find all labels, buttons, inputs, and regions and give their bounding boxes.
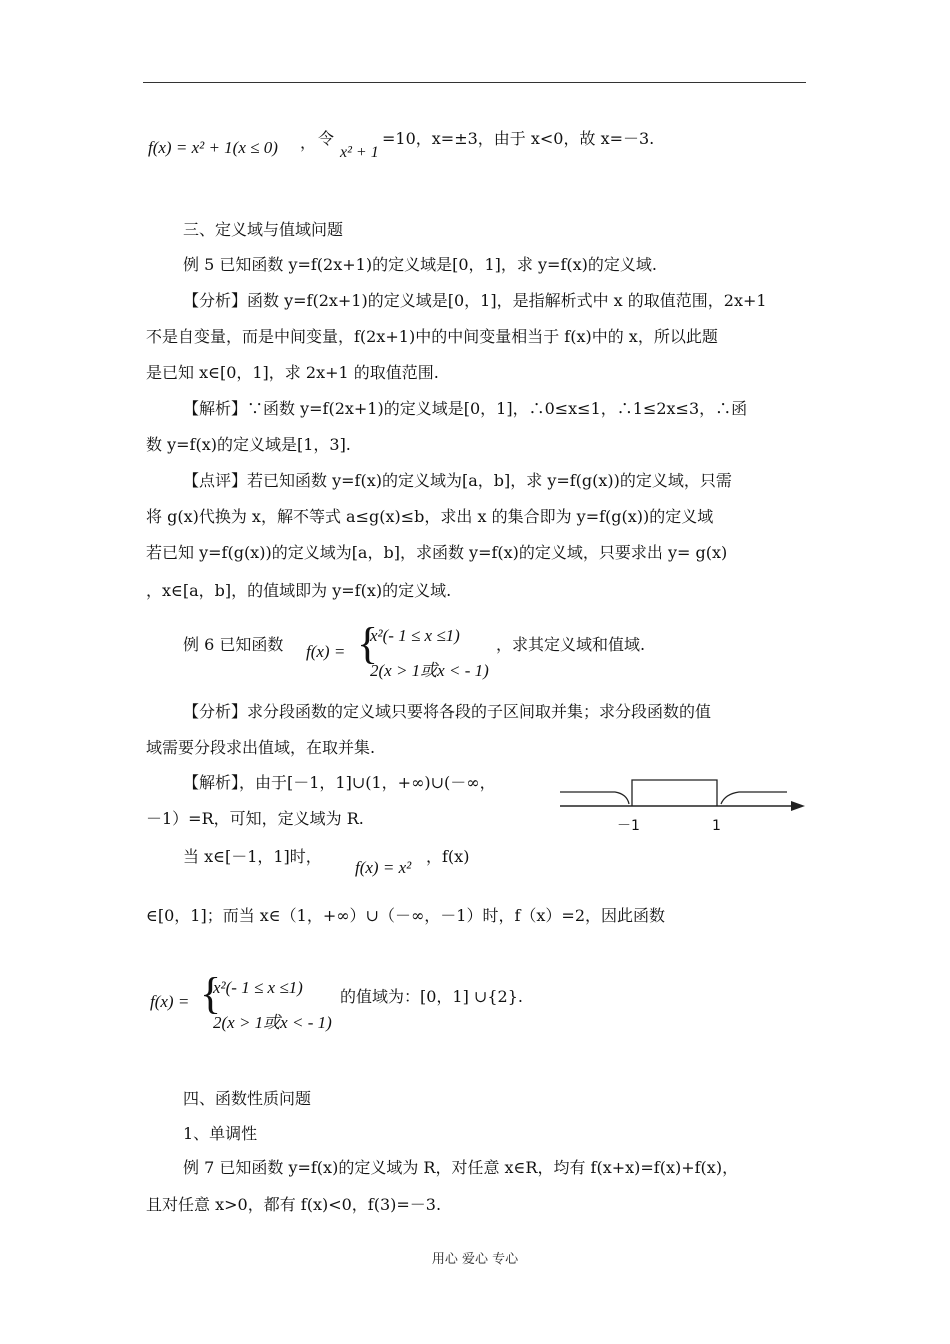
ex6-solution-2: －1）=R，可知，定义域为 R. bbox=[146, 809, 364, 828]
ex5-comment-1: 【点评】若已知函数 y=f(x)的定义域为[a，b]，求 y=f(g(x))的定义域，只需 bbox=[183, 471, 732, 490]
ex5-analysis-3: 是已知 x∈[0，1]，求 2x+1 的取值范围. bbox=[146, 363, 439, 382]
example-7-line-1: 例 7 已知函数 y=f(x)的定义域为 R，对任意 x∈R，均有 f(x+x)=f(x)+f(x)， bbox=[183, 1158, 739, 1177]
label-neg-one: －1 bbox=[617, 818, 640, 834]
ex6-case-2: 2(x > 1或x < - 1) bbox=[370, 661, 489, 680]
page-footer: 用心 爱心 专心 bbox=[431, 1252, 519, 1267]
right-ray-curve bbox=[721, 792, 787, 804]
header-rule bbox=[143, 82, 806, 83]
number-line-arrow bbox=[791, 801, 805, 811]
line1-ling: 令 bbox=[318, 129, 335, 148]
ex6-range-tail: 的值域为：[0，1] ∪{2}. bbox=[340, 987, 523, 1006]
ex6-lhs: f(x) = bbox=[306, 642, 346, 661]
ex6-range-case-2: 2(x > 1或x < - 1) bbox=[213, 1013, 332, 1032]
example-6-lead: 例 6 已知函数 bbox=[183, 635, 284, 654]
ex6-when-tail: ，f(x) bbox=[426, 847, 470, 866]
section-3-title: 三、定义域与值域问题 bbox=[183, 220, 344, 239]
number-line-figure bbox=[555, 770, 810, 840]
ex5-comment-2: 将 g(x)代换为 x，解不等式 a≤g(x)≤b，求出 x 的集合即为 y=f(g(x))的定义域 bbox=[146, 507, 714, 526]
ex6-range-brace: { bbox=[200, 969, 222, 1018]
ex5-analysis-1: 【分析】函数 y=f(2x+1)的定义域是[0，1]，是指解析式中 x 的取值范围，2x+1 bbox=[183, 291, 767, 310]
label-one: 1 bbox=[712, 818, 721, 834]
ex5-solution-1: 【解析】∵函数 y=f(2x+1)的定义域是[0，1]，∴0≤x≤1，∴1≤2x≤3，∴函 bbox=[183, 399, 748, 418]
subsection-monotonicity: 1、单调性 bbox=[183, 1124, 258, 1143]
ex6-brace: { bbox=[357, 619, 379, 668]
ex5-solution-2: 数 y=f(x)的定义域是[1，3]. bbox=[146, 435, 351, 454]
ex5-comment-3: 若已知 y=f(g(x))的定义域为[a，b]，求函数 y=f(x)的定义域，只要求出 y= g(x) bbox=[146, 543, 728, 562]
top-bracket bbox=[632, 780, 717, 806]
ex5-analysis-2: 不是自变量，而是中间变量，f(2x+1)中的中间变量相当于 f(x)中的 x，所以此题 bbox=[146, 327, 718, 346]
formula-x2plus1: x² + 1 bbox=[340, 144, 379, 161]
ex5-comment-4: ，x∈[a，b]，的值域即为 y=f(x)的定义域. bbox=[146, 581, 452, 600]
ex6-when: 当 x∈[－1，1]时， bbox=[183, 847, 322, 866]
ex6-range-lhs: f(x) = bbox=[150, 992, 190, 1011]
ex6-analysis-1: 【分析】求分段函数的定义域只要将各段的子区间取并集；求分段函数的值 bbox=[183, 702, 712, 721]
left-ray-curve bbox=[560, 792, 629, 804]
ex6-when-formula: f(x) = x² bbox=[355, 858, 412, 877]
ex6-case-1: x²(- 1 ≤ x ≤1) bbox=[370, 626, 460, 645]
ex6-line-b: ∈[0，1]；而当 x∈（1，+∞）∪（－∞，－1）时，f（x）=2，因此函数 bbox=[146, 906, 666, 925]
formula-fx: f(x) = x² + 1(x ≤ 0) bbox=[148, 138, 278, 157]
line1-rest: =10，x=±3，由于 x<0，故 x=－3. bbox=[382, 129, 655, 148]
line1-sep: ， bbox=[300, 133, 317, 152]
example-7-line-2: 且对任意 x>0，都有 f(x)<0，f(3)=－3. bbox=[146, 1195, 442, 1214]
section-4-title: 四、函数性质问题 bbox=[183, 1089, 312, 1108]
ex6-range-case-1: x²(- 1 ≤ x ≤1) bbox=[213, 978, 303, 997]
ex6-solution-1: 【解析】，由于[－1，1]∪(1，+∞)∪(－∞， bbox=[183, 773, 496, 792]
ex6-tail: ，求其定义域和值域. bbox=[496, 635, 646, 654]
example-5-question: 例 5 已知函数 y=f(2x+1)的定义域是[0，1]，求 y=f(x)的定义域. bbox=[183, 255, 657, 274]
ex6-analysis-2: 域需要分段求出值域，在取并集. bbox=[146, 738, 376, 757]
